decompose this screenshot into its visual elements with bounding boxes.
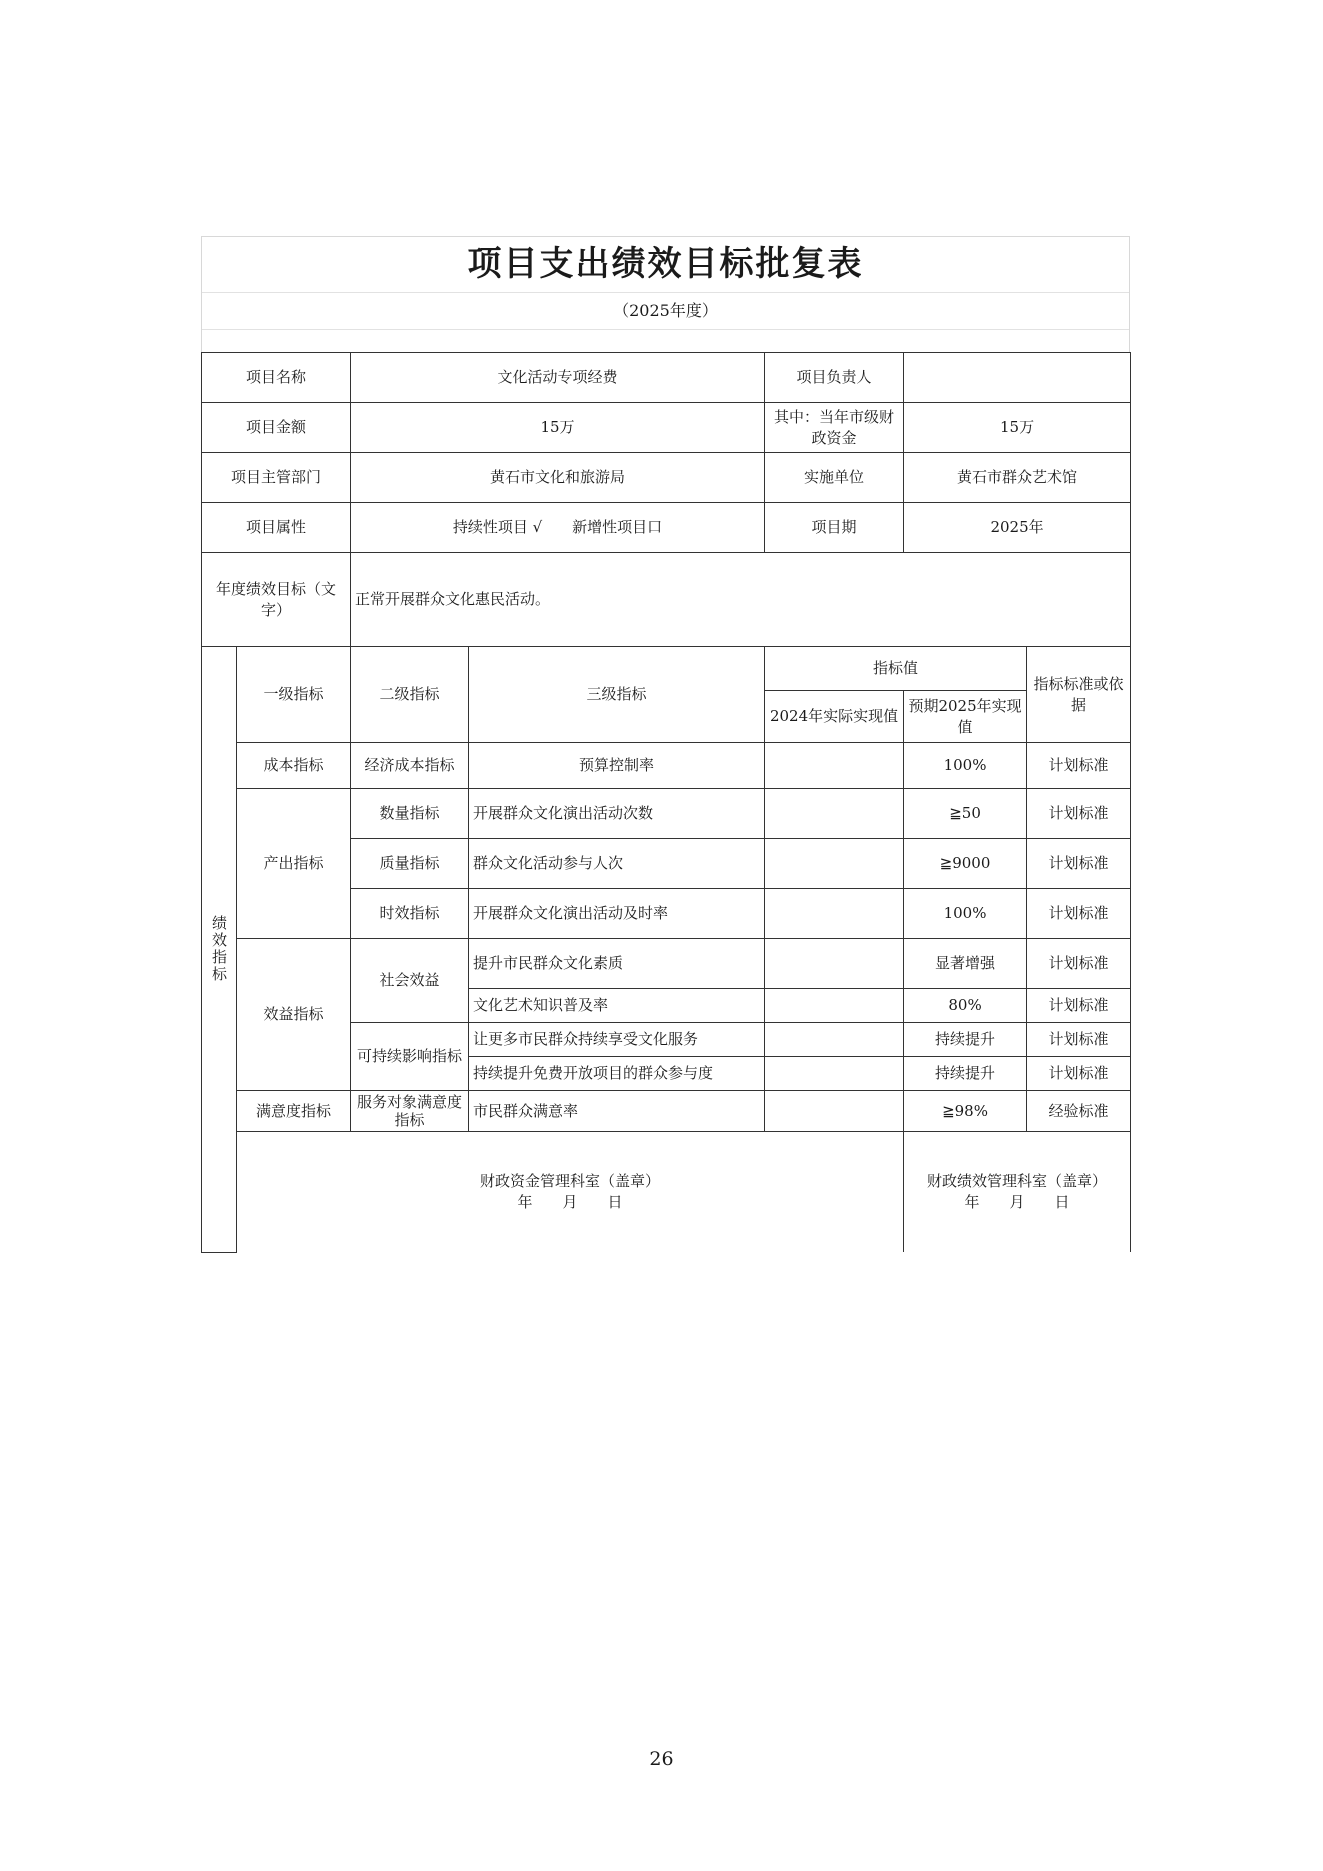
left-office: 财政资金管理科室（盖章）	[480, 1172, 661, 1190]
indicator-expect: ≧9000	[904, 839, 1027, 889]
indicator-actual	[765, 1091, 904, 1132]
indicator-basis: 计划标准	[1027, 789, 1131, 839]
period-value: 2025年	[904, 503, 1131, 553]
indicator-expect: ≧98%	[904, 1091, 1027, 1132]
header-expect-2025: 预期2025年实现值	[904, 691, 1027, 743]
goal-label: 年度绩效目标（文字）	[202, 553, 351, 647]
indicator-actual	[765, 989, 904, 1023]
indicator-name: 提升市民群众文化素质	[469, 939, 765, 989]
indicator-basis: 计划标准	[1027, 889, 1131, 939]
form-subtitle: （2025年度）	[202, 293, 1129, 330]
signature-row	[202, 1132, 1131, 1253]
indicator-basis: 计划标准	[1027, 1023, 1131, 1057]
indicator-actual	[765, 939, 904, 989]
indicator-basis: 计划标准	[1027, 1057, 1131, 1091]
indicator-row	[202, 1091, 1131, 1132]
period-label: 项目期	[765, 503, 904, 553]
row-attr	[202, 503, 1131, 553]
project-name-label: 项目名称	[202, 353, 351, 403]
form-title: 项目支出绩效目标批复表	[202, 237, 1129, 293]
impl-label: 实施单位	[765, 453, 904, 503]
indicator-name: 开展群众文化演出活动及时率	[469, 889, 765, 939]
indicator-row	[202, 743, 1131, 789]
sub-sustain: 可持续影响指标	[351, 1023, 469, 1091]
page-number: 26	[649, 1748, 674, 1770]
fiscal-value: 15万	[904, 403, 1131, 453]
leader-value	[904, 353, 1131, 403]
sub-social: 社会效益	[351, 939, 469, 1023]
indicator-actual	[765, 1023, 904, 1057]
fiscal-label: 其中：当年市级财政资金	[765, 403, 904, 453]
sub-quality: 质量指标	[351, 839, 469, 889]
indicator-name: 文化艺术知识普及率	[469, 989, 765, 1023]
header-level3: 三级指标	[469, 647, 765, 743]
indicator-expect: 持续提升	[904, 1057, 1027, 1091]
indicator-expect: 持续提升	[904, 1023, 1027, 1057]
amount-value: 15万	[351, 403, 765, 453]
indicator-name: 开展群众文化演出活动次数	[469, 789, 765, 839]
spacer	[202, 330, 1129, 352]
title-box	[201, 236, 1130, 352]
indicator-header-row-1	[202, 647, 1131, 691]
indicator-actual	[765, 743, 904, 789]
dept-value: 黄石市文化和旅游局	[351, 453, 765, 503]
goal-value: 正常开展群众文化惠民活动。	[351, 553, 1131, 647]
amount-label: 项目金额	[202, 403, 351, 453]
section-label-text: 绩效指标	[210, 915, 228, 984]
sub-quantity: 数量指标	[351, 789, 469, 839]
leader-label: 项目负责人	[765, 353, 904, 403]
header-actual-2024: 2024年实际实现值	[765, 691, 904, 743]
indicator-name: 市民群众满意率	[469, 1091, 765, 1132]
row-project-name	[202, 353, 1131, 403]
right-office: 财政绩效管理科室（盖章）	[927, 1172, 1108, 1190]
header-level1: 一级指标	[237, 647, 351, 743]
sub-service: 服务对象满意度指标	[351, 1091, 469, 1132]
group-satisfaction: 满意度指标	[237, 1091, 351, 1132]
row-goal	[202, 553, 1131, 647]
indicator-row	[202, 789, 1131, 839]
indicator-name: 预算控制率	[469, 743, 765, 789]
indicator-actual	[765, 1057, 904, 1091]
indicator-expect: 100%	[904, 889, 1027, 939]
group-cost: 成本指标	[237, 743, 351, 789]
left-date: 年 月 日	[517, 1193, 623, 1211]
group-benefit: 效益指标	[237, 939, 351, 1091]
project-name-value: 文化活动专项经费	[351, 353, 765, 403]
attr-label: 项目属性	[202, 503, 351, 553]
form-table	[201, 352, 1131, 1253]
indicator-row	[202, 939, 1131, 989]
indicator-expect: 100%	[904, 743, 1027, 789]
indicator-basis: 计划标准	[1027, 989, 1131, 1023]
sign-right	[904, 1132, 1131, 1253]
group-output: 产出指标	[237, 789, 351, 939]
dept-label: 项目主管部门	[202, 453, 351, 503]
indicator-basis: 计划标准	[1027, 939, 1131, 989]
row-amount	[202, 403, 1131, 453]
indicator-actual	[765, 789, 904, 839]
attr-value: 持续性项目 √ 新增性项目口	[351, 503, 765, 553]
indicator-basis: 计划标准	[1027, 839, 1131, 889]
section-label	[202, 647, 237, 1253]
header-basis: 指标标准或依据	[1027, 647, 1131, 743]
approval-form	[201, 236, 1130, 1253]
indicator-name: 群众文化活动参与人次	[469, 839, 765, 889]
indicator-name: 持续提升免费开放项目的群众参与度	[469, 1057, 765, 1091]
indicator-expect: 显著增强	[904, 939, 1027, 989]
indicator-basis: 计划标准	[1027, 743, 1131, 789]
indicator-basis: 经验标准	[1027, 1091, 1131, 1132]
indicator-name: 让更多市民群众持续享受文化服务	[469, 1023, 765, 1057]
sub-economic-cost: 经济成本指标	[351, 743, 469, 789]
indicator-actual	[765, 889, 904, 939]
indicator-expect: ≧50	[904, 789, 1027, 839]
sub-timeliness: 时效指标	[351, 889, 469, 939]
right-date: 年 月 日	[964, 1193, 1070, 1211]
sign-left	[237, 1132, 904, 1253]
indicator-actual	[765, 839, 904, 889]
header-value: 指标值	[765, 647, 1027, 691]
row-dept	[202, 453, 1131, 503]
impl-value: 黄石市群众艺术馆	[904, 453, 1131, 503]
header-level2: 二级指标	[351, 647, 469, 743]
indicator-expect: 80%	[904, 989, 1027, 1023]
